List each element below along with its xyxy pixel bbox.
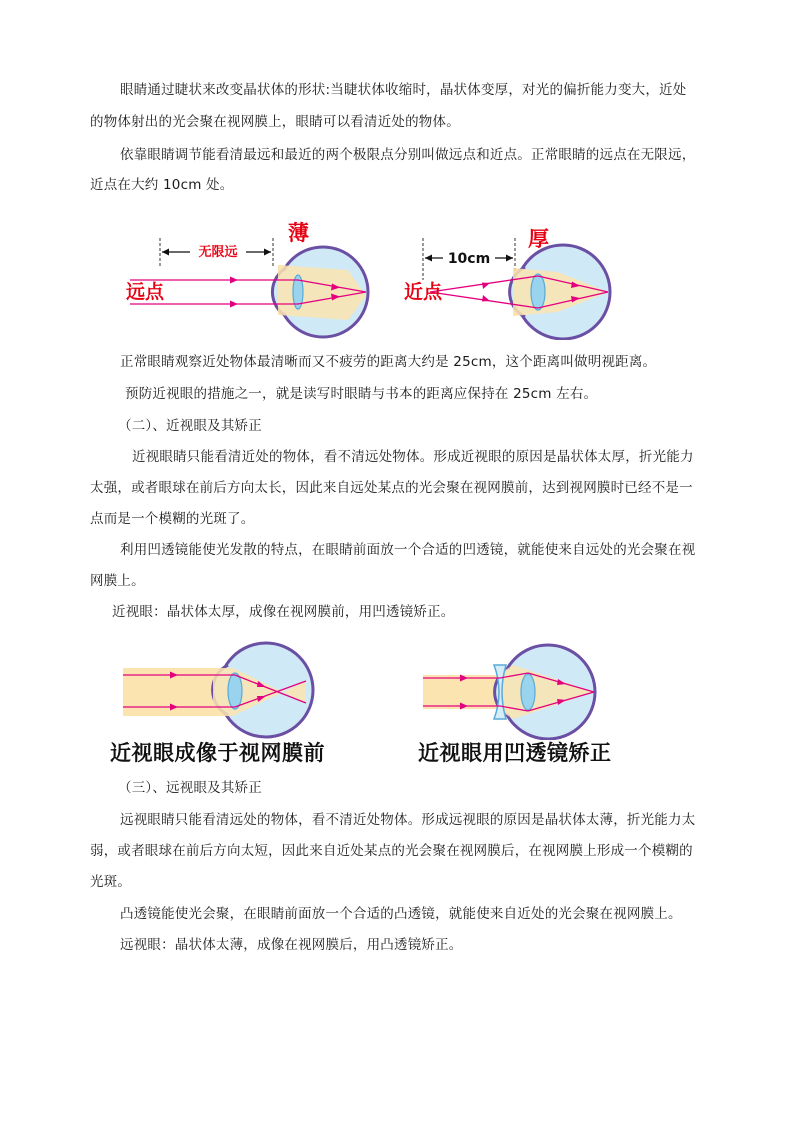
thick-lens bbox=[531, 274, 545, 310]
ray-arrow bbox=[230, 277, 238, 284]
para-5-line-2: 太强，或者眼球在前后方向太长，因此来自远处某点的光会聚在视网膜前，达到视网膜时已经不是一 bbox=[90, 480, 693, 496]
para-1-line-2: 的物体射出的光会聚在视网膜上，眼睛可以看清近处的物体。 bbox=[90, 114, 460, 130]
lens bbox=[228, 673, 242, 709]
section-heading-myopia: （二）、近视眼及其矫正 bbox=[118, 418, 262, 434]
para-7: 近视眼：晶状体太厚，成像在视网膜前，用凹透镜矫正。 bbox=[112, 604, 455, 620]
para-3: 正常眼睛观察近处物体最清晰而又不疲劳的距离大约是 25cm，这个距离叫做明视距离。 bbox=[120, 354, 657, 370]
arrow-head bbox=[264, 249, 271, 256]
far-point-diagram bbox=[126, 221, 368, 337]
lens bbox=[521, 674, 535, 710]
figure-eye-accommodation bbox=[118, 210, 628, 340]
arrow-head bbox=[162, 249, 169, 256]
distance-label: 无限远 bbox=[198, 245, 238, 260]
eye-accommodation-diagram bbox=[118, 210, 628, 340]
para-2-line-1: 依靠眼睛调节能看清最远和最近的两个极限点分别叫做远点和近点。正常眼睛的远点在无限远， bbox=[120, 147, 696, 163]
thick-label: 厚 bbox=[528, 227, 549, 251]
myopia-diagram bbox=[118, 635, 628, 740]
para-5-line-3: 点而是一个模糊的光斑了。 bbox=[90, 511, 255, 527]
para-6-line-1: 利用凹透镜能使光发散的特点，在眼睛前面放一个合适的凹透镜，就能使来自远处的光会聚在视 bbox=[120, 542, 696, 558]
near-point-diagram bbox=[404, 227, 610, 339]
distance-label: 10cm bbox=[447, 251, 491, 267]
near-point-label: 近点 bbox=[404, 281, 443, 303]
ray-arrow bbox=[482, 283, 490, 290]
figure-myopia bbox=[118, 635, 628, 740]
caption-myopia-image: 近视眼成像于视网膜前 bbox=[110, 741, 325, 765]
para-9: 凸透镜能使光会聚，在眼睛前面放一个合适的凸透镜，就能使来自近处的光会聚在视网膜上。 bbox=[120, 906, 682, 922]
para-8-line-3: 光斑。 bbox=[90, 874, 132, 890]
myopia-corrected bbox=[423, 645, 595, 739]
myopia-uncorrected bbox=[123, 643, 313, 737]
para-8-line-2: 弱，或者眼球在前后方向太短，因此来自近处某点的光会聚在视网膜后，在视网膜上形成一个模糊的 bbox=[90, 843, 693, 859]
ray-arrow bbox=[482, 295, 490, 302]
para-8-line-1: 远视眼睛只能看清远处的物体，看不清近处物体。形成远视眼的原因是晶状体太薄，折光能力太 bbox=[120, 812, 696, 828]
far-point-label: 远点 bbox=[126, 281, 165, 303]
thin-label: 薄 bbox=[288, 221, 309, 245]
caption-myopia-correction: 近视眼用凹透镜矫正 bbox=[418, 741, 612, 765]
para-2-line-2: 近点在大约 10cm 处。 bbox=[90, 177, 234, 193]
para-10: 远视眼：晶状体太薄，成像在视网膜后，用凸透镜矫正。 bbox=[120, 937, 463, 953]
para-6-line-2: 网膜上。 bbox=[90, 573, 145, 589]
arrow-head bbox=[425, 255, 432, 262]
ray-arrow bbox=[230, 301, 238, 308]
para-4: 预防近视眼的措施之一，就是读写时眼睛与书本的距离应保持在 25cm 左右。 bbox=[125, 386, 598, 402]
arrow-head bbox=[506, 255, 513, 262]
para-5-line-1: 近视眼睛只能看清近处的物体，看不清远处物体。形成近视眼的原因是晶状体太厚，折光能力 bbox=[132, 449, 694, 465]
section-heading-hyperopia: （三）、远视眼及其矫正 bbox=[118, 780, 262, 796]
para-1-line-1: 眼睛通过睫状来改变晶状体的形状:当睫状体收缩时，晶状体变厚，对光的偏折能力变大，近处 bbox=[120, 82, 687, 98]
